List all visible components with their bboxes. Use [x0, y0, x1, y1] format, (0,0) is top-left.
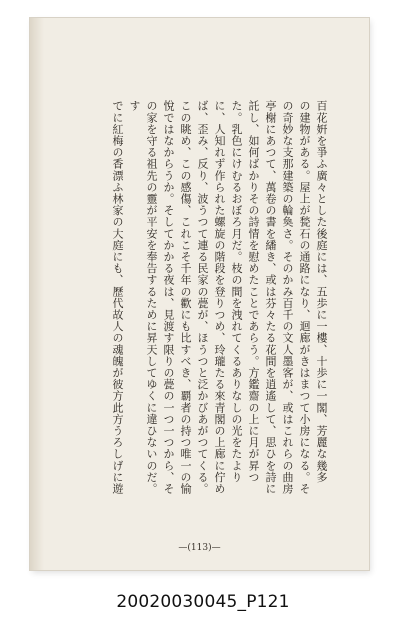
text-line: この眺め、この感傷、これこそ千年の歡にも比すべき、覇者の持つ唯一の愉: [179, 100, 192, 495]
text-line: 百花姸を爭ふ廣々とした後庭には、五歩に一樓、十歩に一閣、芳麗な幾多: [315, 100, 328, 483]
text-line: た。乳色にけむるおぼろ月だ。枝の間を洩れてくるありなしの光をたより: [230, 100, 243, 483]
text-line: の奇妙な支那建築の輪奐さ。そのかみ百千の文人墨客が、或はこれらの曲房: [281, 100, 294, 495]
text-line: でに紅梅の香漂ふ林家の大庭にも、歷代故人の魂魄が彼方此方うろしげに遊: [111, 100, 124, 495]
text-line: ば、歪み、反り、波うつて連る民家の甍が、ほうつと泛かびあがつてくる。: [196, 100, 209, 495]
text-line: の建物がある。屋上が甃石の通路になり、迴廊がきはまつて小房になる。そ: [298, 100, 311, 495]
vertical-text-block: [92, 100, 330, 500]
text-line: に、人知れず作られた螺旋の階段を登りつめ、玲瓏たる來青閣の上廊に佇め: [213, 100, 226, 495]
page-number: —(113)—: [178, 543, 221, 553]
text-line: 亭榭にあつて、萬卷の書を繙き、或は芬々たる花間を逍遙して、思ひを詩に: [264, 100, 277, 495]
text-line: 悅ではなからうか。そしてかかる夜は、見渡す限りの甍の一つ一つから、そ: [162, 100, 175, 495]
text-line: の家を守る祖先の靈が平安を奉告するために昇天してゆくに違ひないのだ。す: [128, 100, 158, 495]
image-caption: 20020030045_P121: [116, 592, 290, 612]
text-line: 託し、如何ばかりその詩情を慰めたことであらう。方鑑齋の上に月が昇つ: [247, 100, 260, 483]
page-binding-edge: [30, 18, 44, 570]
